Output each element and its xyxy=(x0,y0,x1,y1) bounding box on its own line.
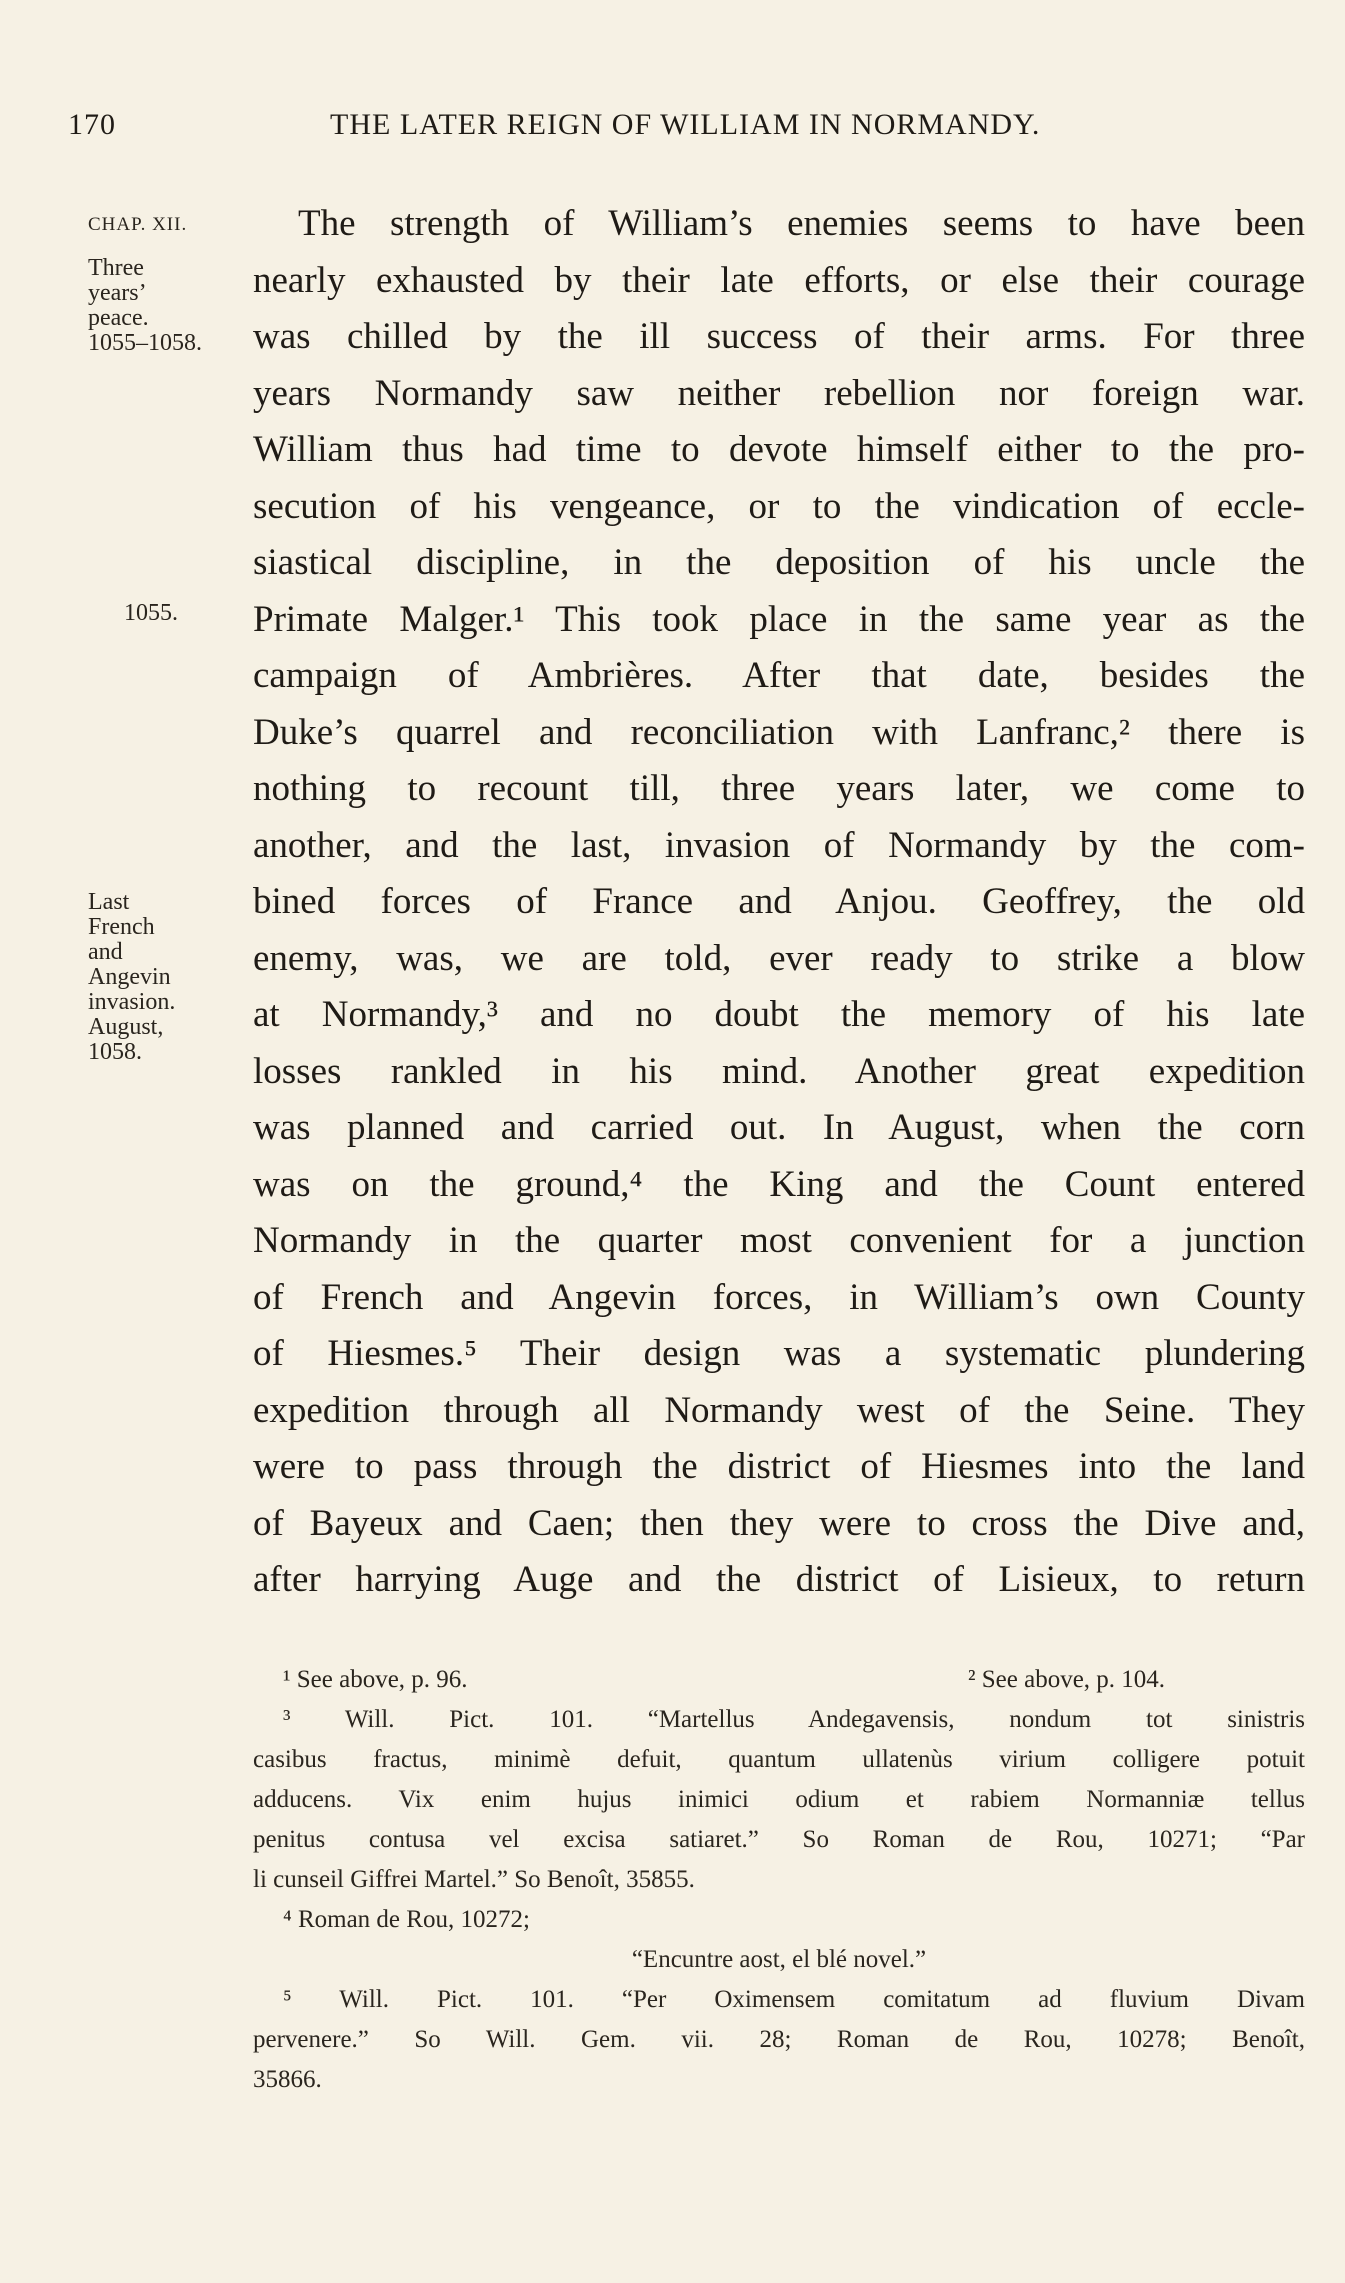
body-line: was on the ground,⁴ the King and the Count entered xyxy=(253,1163,1305,1205)
margin-note-chapter xyxy=(88,212,268,237)
margin-note-line: peace. xyxy=(88,305,149,331)
body-line: The strength of William’s enemies seems to have been xyxy=(298,203,1305,244)
footnote-3-line: penitus contusa vel excisa satiaret.” So Roman de Rou, 10271; “Par xyxy=(253,1826,1305,1853)
margin-note-line: invasion. xyxy=(88,989,176,1015)
body-text xyxy=(253,196,1305,1609)
running-head xyxy=(68,108,1264,148)
body-line: was chilled by the ill success of their arms. For three xyxy=(253,316,1305,357)
footnote-1: ¹ See above, p. 96. xyxy=(283,1666,468,1693)
footnote-row-1-2 xyxy=(253,1660,1305,1700)
body-line: secution of his vengeance, or to the vindication of eccle- xyxy=(253,485,1305,527)
footnote-5-line: pervenere.” So Will. Gem. vii. 28; Roman de Rou, 10278; Benoît, xyxy=(253,2026,1305,2053)
body-line: losses rankled in his mind. Another great expedition xyxy=(253,1050,1305,1092)
body-line: siastical discipline, in the deposition of his uncle the xyxy=(253,542,1305,583)
body-line: was planned and carried out. In August, when the corn xyxy=(253,1107,1305,1148)
body-line: of Hiesmes.⁵ Their design was a systematic plundering xyxy=(253,1333,1305,1374)
body-line: nearly exhausted by their late efforts, or else their courage xyxy=(253,259,1305,301)
margin-note-line: years’ xyxy=(88,280,147,306)
body-line: William thus had time to devote himself either to the pro- xyxy=(253,429,1305,470)
footnote-3-line: adducens. Vix enim hujus inimici odium et rabiem Normanniæ tellus xyxy=(253,1786,1305,1813)
body-line: were to pass through the district of Hiesmes into the land xyxy=(253,1446,1305,1487)
margin-note-line: Angevin xyxy=(88,964,171,990)
body-line: campaign of Ambrières. After that date, besides the xyxy=(253,655,1305,696)
margin-note-invasion xyxy=(88,890,268,1065)
margin-note-line: Three xyxy=(88,255,144,281)
body-line: Normandy in the quarter most convenient for a junction xyxy=(253,1220,1305,1261)
body-line: of French and Angevin forces, in William’s own County xyxy=(253,1276,1305,1318)
body-line: expedition through all Normandy west of the Seine. They xyxy=(253,1389,1305,1431)
margin-note-line: Last xyxy=(88,889,130,915)
chapter-label: CHAP. XII. xyxy=(88,214,188,235)
body-line: after harrying Auge and the district of Lisieux, to return xyxy=(253,1559,1305,1600)
footnote-3-line: li cunseil Giffrei Martel.” So Benoît, 35855. xyxy=(253,1866,695,1893)
body-line: at Normandy,³ and no doubt the memory of his late xyxy=(253,994,1305,1035)
body-line: Duke’s quarrel and reconciliation with Lanfranc,² there is xyxy=(253,711,1305,753)
footnote-5-line: ⁵ Will. Pict. 101. “Per Oximensem comitatum ad fluvium Divam xyxy=(283,1986,1305,2013)
margin-note-line: August, xyxy=(88,1014,164,1040)
margin-note-line: and xyxy=(88,939,123,965)
body-line: nothing to recount till, three years later, we come to xyxy=(253,768,1305,809)
footnote-3-line: casibus fractus, minimè defuit, quantum ullatenùs virium colligere potuit xyxy=(253,1746,1305,1773)
body-line: another, and the last, invasion of Normandy by the com- xyxy=(253,824,1305,866)
page-number: 170 xyxy=(68,108,116,141)
margin-note-line: 1058. xyxy=(88,1039,142,1065)
footnote-5-line: 35866. xyxy=(253,2066,322,2093)
body-line: Primate Malger.¹ This took place in the same year as the xyxy=(253,598,1305,640)
body-line: enemy, was, we are told, ever ready to strike a blow xyxy=(253,937,1305,979)
body-line: years Normandy saw neither rebellion nor foreign war. xyxy=(253,372,1305,414)
footnotes xyxy=(253,1660,1305,2100)
body-line: bined forces of France and Anjou. Geoffrey, the old xyxy=(253,881,1305,922)
footnote-3-line: ³ Will. Pict. 101. “Martellus Andegavensis, nondum tot sinistris xyxy=(283,1706,1305,1733)
footnote-4: ⁴ Roman de Rou, 10272; xyxy=(283,1906,530,1933)
running-title: THE LATER REIGN OF WILLIAM IN NORMANDY. xyxy=(330,108,1041,141)
footnote-4-quote: “Encuntre aost, el blé novel.” xyxy=(631,1946,927,1973)
margin-note-line: French xyxy=(88,914,155,940)
body-line: of Bayeux and Caen; then they were to cross the Dive and, xyxy=(253,1502,1305,1544)
margin-note-line: 1055. xyxy=(124,600,178,626)
footnote-2: ² See above, p. 104. xyxy=(968,1666,1166,1693)
margin-note-peace xyxy=(88,256,268,356)
margin-note-line: 1055–1058. xyxy=(88,330,202,356)
